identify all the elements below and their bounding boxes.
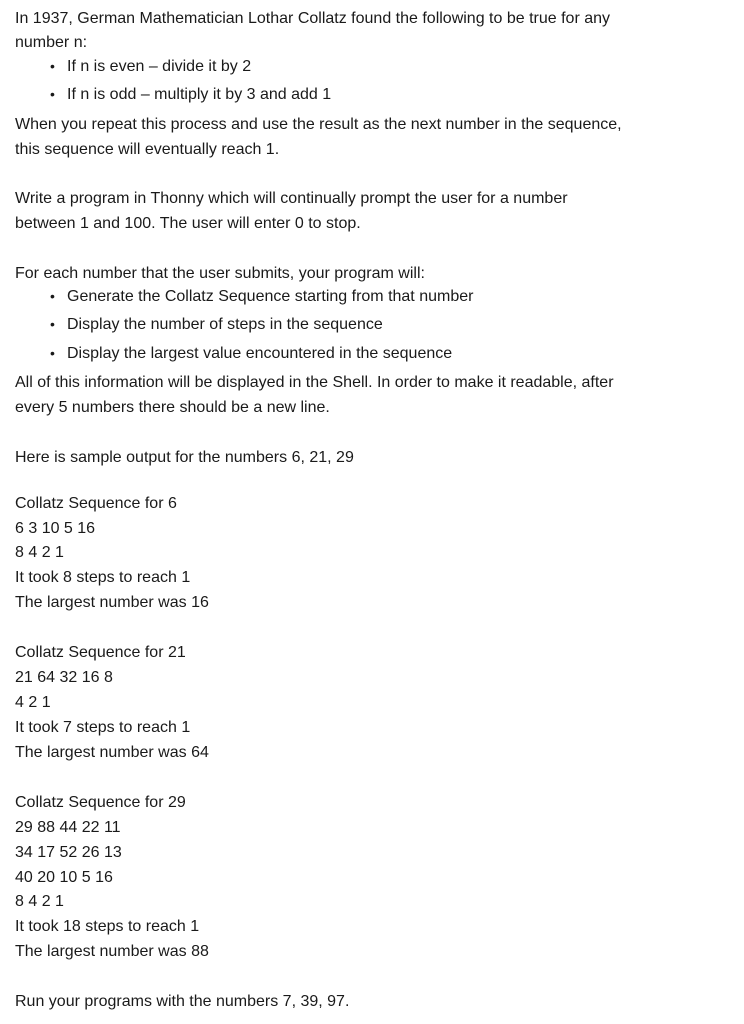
- sample-row: 40 20 10 5 16: [15, 869, 113, 886]
- closing-instruction: Run your programs with the numbers 7, 39, 97.: [15, 993, 350, 1010]
- intro-line-1: In 1937, German Mathematician Lothar Collatz found the following to be true for any: [15, 10, 611, 27]
- sample-largest-29: The largest number was 88: [15, 943, 209, 960]
- sample-largest-6: The largest number was 16: [15, 594, 209, 611]
- requirements-heading: For each number that the user submits, your program will:: [15, 265, 425, 282]
- requirement-item-steps: • Display the number of steps in the sequence: [50, 316, 383, 333]
- sample-row: 4 2 1: [15, 694, 51, 711]
- sample-row: 8 4 2 1: [15, 893, 64, 910]
- rule-item-even: • If n is even – divide it by 2: [50, 58, 252, 75]
- task-line-2: between 1 and 100. The user will enter 0 to stop.: [15, 215, 361, 232]
- sample-row: 21 64 32 16 8: [15, 669, 113, 686]
- bullet-icon: •: [50, 288, 55, 304]
- task-line-1: Write a program in Thonny which will continually prompt the user for a number: [15, 190, 568, 207]
- rule-item-odd: • If n is odd – multiply it by 3 and add 1: [50, 86, 332, 103]
- bullet-icon: •: [50, 86, 55, 102]
- intro-line-3: When you repeat this process and use the result as the next number in the sequence,: [15, 116, 622, 133]
- intro-line-4: this sequence will eventually reach 1.: [15, 141, 280, 158]
- bullet-icon: •: [50, 58, 55, 74]
- sample-title-6: Collatz Sequence for 6: [15, 495, 177, 512]
- sample-largest-21: The largest number was 64: [15, 744, 209, 761]
- sample-row: 34 17 52 26 13: [15, 844, 122, 861]
- sample-title-29: Collatz Sequence for 29: [15, 794, 186, 811]
- requirements-line-1: All of this information will be displayed in the Shell. In order to make it readable, after: [15, 374, 614, 391]
- sample-row: 29 88 44 22 11: [15, 819, 121, 836]
- sample-steps-6: It took 8 steps to reach 1: [15, 569, 191, 586]
- intro-line-2: number n:: [15, 34, 88, 51]
- bullet-icon: •: [50, 345, 55, 361]
- sample-steps-29: It took 18 steps to reach 1: [15, 918, 200, 935]
- sample-row: 6 3 10 5 16: [15, 520, 96, 537]
- requirements-line-2: every 5 numbers there should be a new line.: [15, 399, 330, 416]
- requirement-item-largest: • Display the largest value encountered in the sequence: [50, 345, 453, 362]
- requirement-item-generate: • Generate the Collatz Sequence starting from that number: [50, 288, 474, 305]
- sample-steps-21: It took 7 steps to reach 1: [15, 719, 191, 736]
- sample-title-21: Collatz Sequence for 21: [15, 644, 186, 661]
- sample-row: 8 4 2 1: [15, 544, 64, 561]
- sample-intro: Here is sample output for the numbers 6, 21, 29: [15, 449, 354, 466]
- bullet-icon: •: [50, 316, 55, 332]
